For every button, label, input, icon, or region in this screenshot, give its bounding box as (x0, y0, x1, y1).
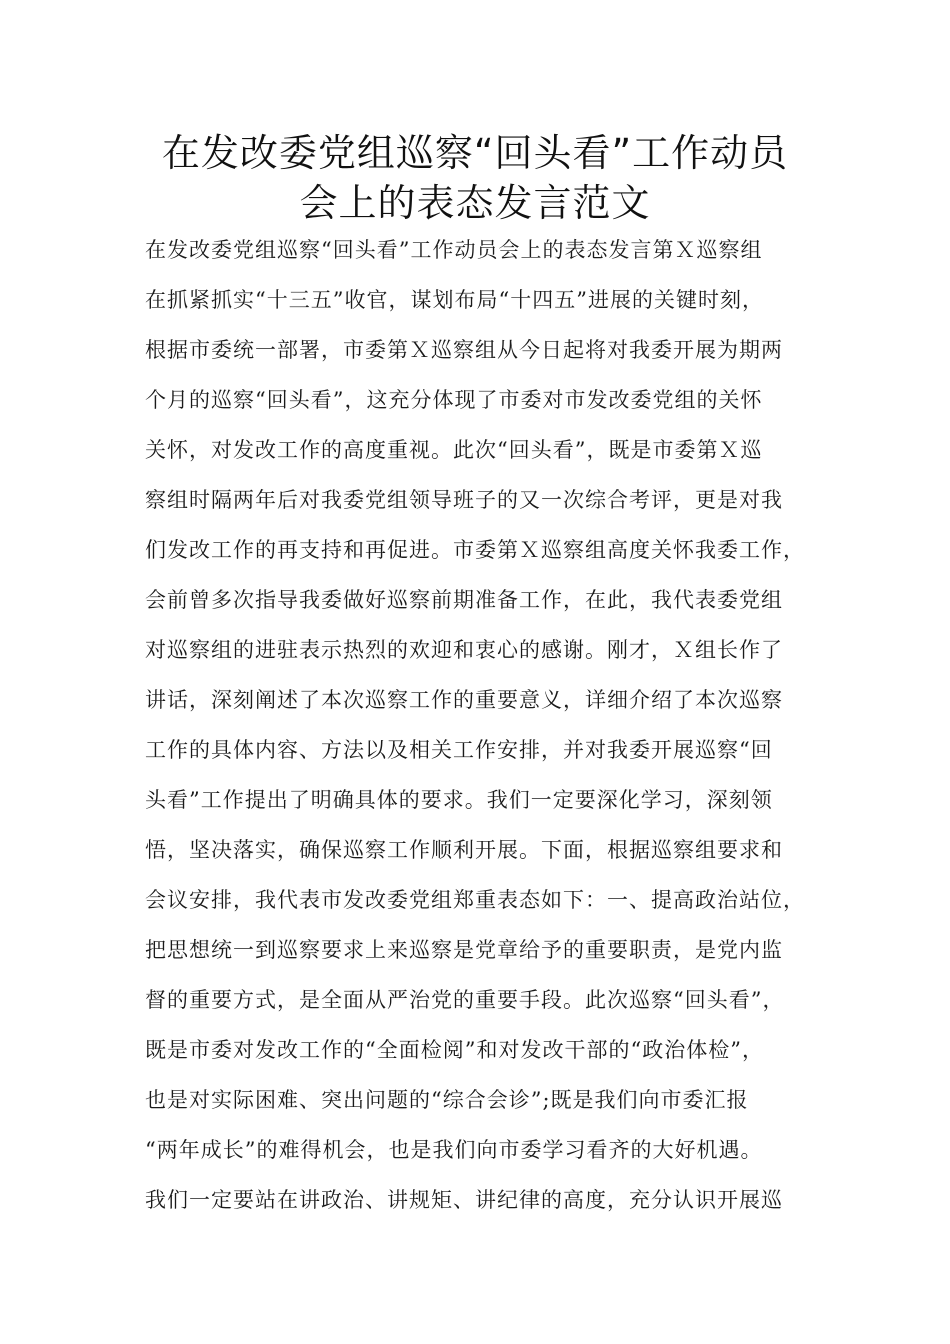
title-line-1: 在发改委党组巡察“回头看”工作动员 (161, 131, 789, 175)
body-line: 既是市委对发改工作的“全面检阅”和对发改干部的“政治体检”， (145, 1038, 764, 1062)
body-line: 在发改委党组巡察“回头看”工作动员会上的表态发言第Ｘ巡察组 (145, 238, 763, 262)
body-line: 们发改工作的再支持和再促进。市委第Ｘ巡察组高度关怀我委工作， (145, 538, 805, 562)
body-line: 也是对实际困难、突出问题的“综合会诊”;既是我们向市委汇报 (145, 1088, 749, 1112)
body-line: 根据市委统一部署，市委第Ｘ巡察组从今日起将对我委开展为期两 (145, 338, 783, 362)
body-line: 把思想统一到巡察要求上来巡察是党章给予的重要职责，是党内监 (145, 938, 783, 962)
document-body (145, 230, 835, 1230)
body-line: 工作的具体内容、方法以及相关工作安排，并对我委开展巡察“回 (145, 738, 773, 762)
body-line: 我们一定要站在讲政治、讲规矩、讲纪律的高度，充分认识开展巡 (145, 1188, 783, 1212)
document-title (100, 128, 850, 228)
body-line: 头看”工作提出了明确具体的要求。我们一定要深化学习，深刻领 (145, 788, 773, 812)
body-line: 会前曾多次指导我委做好巡察前期准备工作，在此，我代表委党组 (145, 588, 783, 612)
body-line: 关怀，对发改工作的高度重视。此次“回头看”，既是市委第Ｘ巡 (145, 438, 763, 462)
body-line: 在抓紧抓实“十三五”收官，谋划布局“十四五”进展的关键时刻， (145, 288, 764, 312)
body-line: 督的重要方式，是全面从严治党的重要手段。此次巡察“回头看”， (145, 988, 785, 1012)
body-line: 悟，坚决落实，确保巡察工作顺利开展。下面，根据巡察组要求和 (145, 838, 783, 862)
title-line-2: 会上的表态发言范文 (299, 181, 651, 225)
body-line: 个月的巡察“回头看”，这充分体现了市委对市发改委党组的关怀 (145, 388, 763, 412)
body-line: 讲话，深刻阐述了本次巡察工作的重要意义，详细介绍了本次巡察 (145, 688, 783, 712)
body-line: 对巡察组的进驻表示热烈的欢迎和衷心的感谢。刚才，Ｘ组长作了 (145, 638, 783, 662)
body-line: 会议安排，我代表市发改委党组郑重表态如下：一、提高政治站位， (145, 888, 805, 912)
body-line: “两年成长”的难得机会，也是我们向市委学习看齐的大好机遇。 (145, 1138, 763, 1162)
body-line: 察组时隔两年后对我委党组领导班子的又一次综合考评，更是对我 (145, 488, 783, 512)
